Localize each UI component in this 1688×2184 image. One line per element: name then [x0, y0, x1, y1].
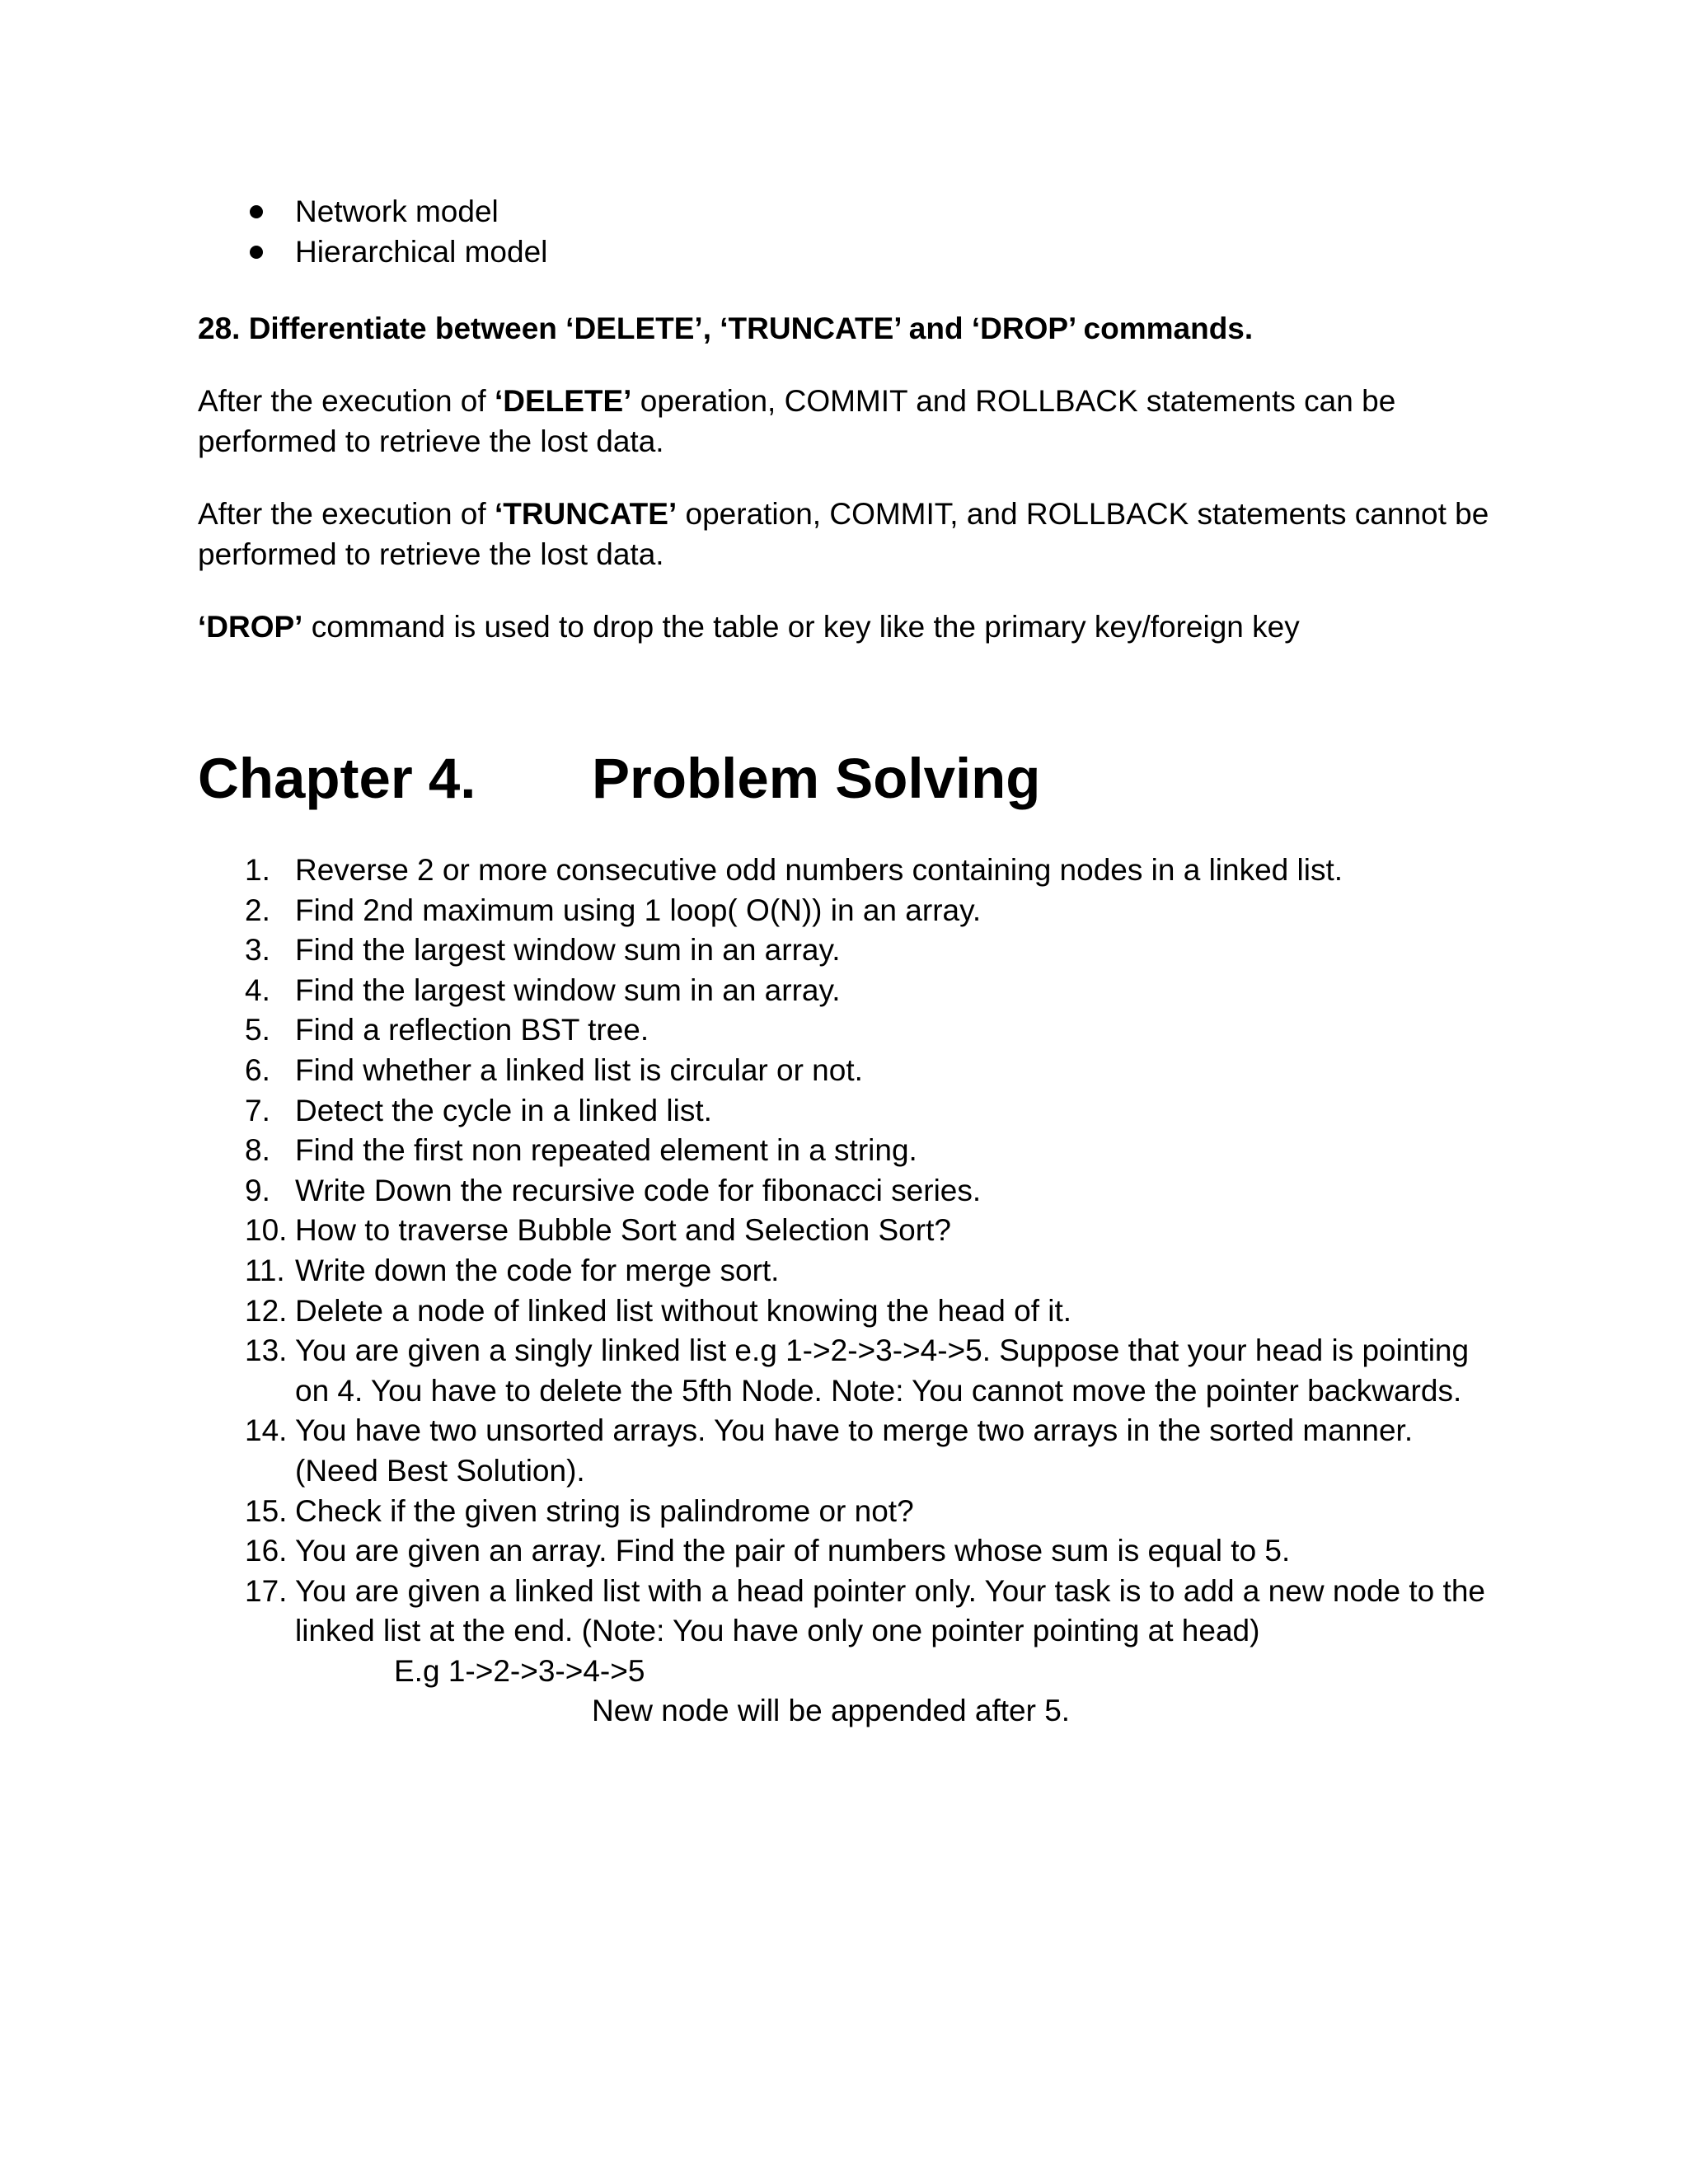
problem-number: 8.	[245, 1133, 270, 1168]
problem-item	[198, 1211, 1500, 1251]
problem-number: 9.	[245, 1173, 270, 1207]
problem-item	[198, 1091, 1500, 1132]
problem-number: 2.	[245, 893, 270, 927]
problem-text: Find 2nd maximum using 1 loop( O(N)) in an array.	[295, 893, 982, 927]
problem-text: Write down the code for merge sort.	[295, 1253, 780, 1287]
problem-text: Check if the given string is palindrome or not?	[295, 1493, 914, 1528]
bullet-text: Hierarchical model	[295, 235, 548, 269]
problem-text: Find the largest window sum in an array.	[295, 933, 841, 968]
problem-item	[198, 1411, 1500, 1491]
problem-text: You have two unsorted arrays. You have to merge two arrays in the sorted manner. (Need Best Solution).	[295, 1413, 1414, 1488]
delete-paragraph	[198, 381, 1492, 462]
problem-number: 13.	[245, 1333, 288, 1368]
problem-number: 16.	[245, 1534, 288, 1568]
problem-number: 17.	[245, 1573, 288, 1608]
truncate-paragraph	[198, 494, 1492, 574]
problem-text: Find the first non repeated element in a string.	[295, 1133, 917, 1168]
drop-keyword: ‘DROP’	[198, 610, 303, 644]
problem-example-note: New node will be appended after 5.	[592, 1694, 1071, 1728]
problem-item	[198, 1010, 1500, 1051]
problem-text: How to traverse Bubble Sort and Selection Sort?	[295, 1213, 951, 1248]
problem-text: Find a reflection BST tree.	[295, 1013, 649, 1047]
truncate-keyword: ‘TRUNCATE’	[494, 497, 678, 531]
model-bullet-list	[198, 191, 547, 272]
problem-example: E.g 1->2->3->4->5	[394, 1653, 645, 1688]
problem-number: 6.	[245, 1052, 270, 1087]
bullet-text: Network model	[295, 194, 499, 228]
problem-text: Find whether a linked list is circular or not.	[295, 1052, 863, 1087]
problem-number: 12.	[245, 1293, 288, 1328]
problem-number: 15.	[245, 1493, 288, 1528]
bullet-icon	[250, 246, 263, 259]
problem-item	[198, 930, 1500, 971]
problem-item	[198, 1171, 1500, 1212]
problem-number: 1.	[245, 853, 270, 887]
delete-text-end: operation, COMMIT and ROLLBACK statements can be performed to retrieve the lost data.	[198, 384, 1396, 458]
problem-text: Write Down the recursive code for fibonacci series.	[295, 1173, 982, 1207]
problem-number: 14.	[245, 1413, 288, 1448]
problem-number: 7.	[245, 1093, 270, 1127]
problem-item	[198, 1251, 1500, 1291]
problem-item	[198, 891, 1500, 931]
problem-text: You are given an array. Find the pair of numbers whose sum is equal to 5.	[295, 1534, 1291, 1568]
truncate-text-end: operation, COMMIT, and ROLLBACK statements cannot be performed to retrieve the lost data.	[198, 497, 1489, 571]
problem-item	[198, 1291, 1500, 1332]
problem-item	[198, 971, 1500, 1011]
problem-number: 4.	[245, 972, 270, 1007]
problem-item	[198, 1572, 1500, 1732]
delete-text-start: After the execution of	[198, 384, 495, 418]
problem-item	[198, 1331, 1500, 1411]
problem-text: You are given a singly linked list e.g 1->2->3->4->5. Suppose that your head is pointing on 4. You have to delete the 5fth Node. Note: You cannot move the pointer backwards.	[295, 1333, 1470, 1408]
problem-text: Detect the cycle in a linked list.	[295, 1093, 712, 1127]
problem-list	[198, 851, 1500, 1732]
problem-item	[198, 1531, 1500, 1572]
truncate-text-start: After the execution of	[198, 497, 495, 531]
drop-paragraph	[198, 607, 1492, 647]
problem-text: You are given a linked list with a head pointer only. Your task is to add a new node to the linked list at the end. (Note: You have only one pointer pointing at head)	[295, 1573, 1485, 1648]
problem-text: Delete a node of linked list without knowing the head of it.	[295, 1293, 1072, 1328]
chapter-heading	[198, 746, 1041, 812]
problem-item	[198, 1131, 1500, 1171]
problem-number: 3.	[245, 933, 270, 968]
drop-text-end: command is used to drop the table or key like the primary key/foreign key	[302, 610, 1300, 644]
problem-item	[198, 1492, 1500, 1532]
list-item	[198, 232, 547, 272]
problem-text: Find the largest window sum in an array.	[295, 972, 841, 1007]
bullet-icon	[250, 205, 263, 218]
problem-number: 5.	[245, 1013, 270, 1047]
problem-item	[198, 851, 1500, 891]
problem-number: 11.	[245, 1253, 285, 1287]
chapter-number: Chapter 4.	[198, 747, 476, 810]
question-heading: 28. Differentiate between ‘DELETE’, ‘TRUNCATE’ and ‘DROP’ commands.	[198, 312, 1254, 345]
delete-keyword: ‘DELETE’	[494, 384, 632, 418]
problem-number: 10.	[245, 1213, 288, 1248]
list-item	[198, 191, 547, 232]
problem-text: Reverse 2 or more consecutive odd numbers containing nodes in a linked list.	[295, 853, 1343, 887]
problem-item	[198, 1051, 1500, 1091]
chapter-title: Problem Solving	[592, 747, 1041, 810]
